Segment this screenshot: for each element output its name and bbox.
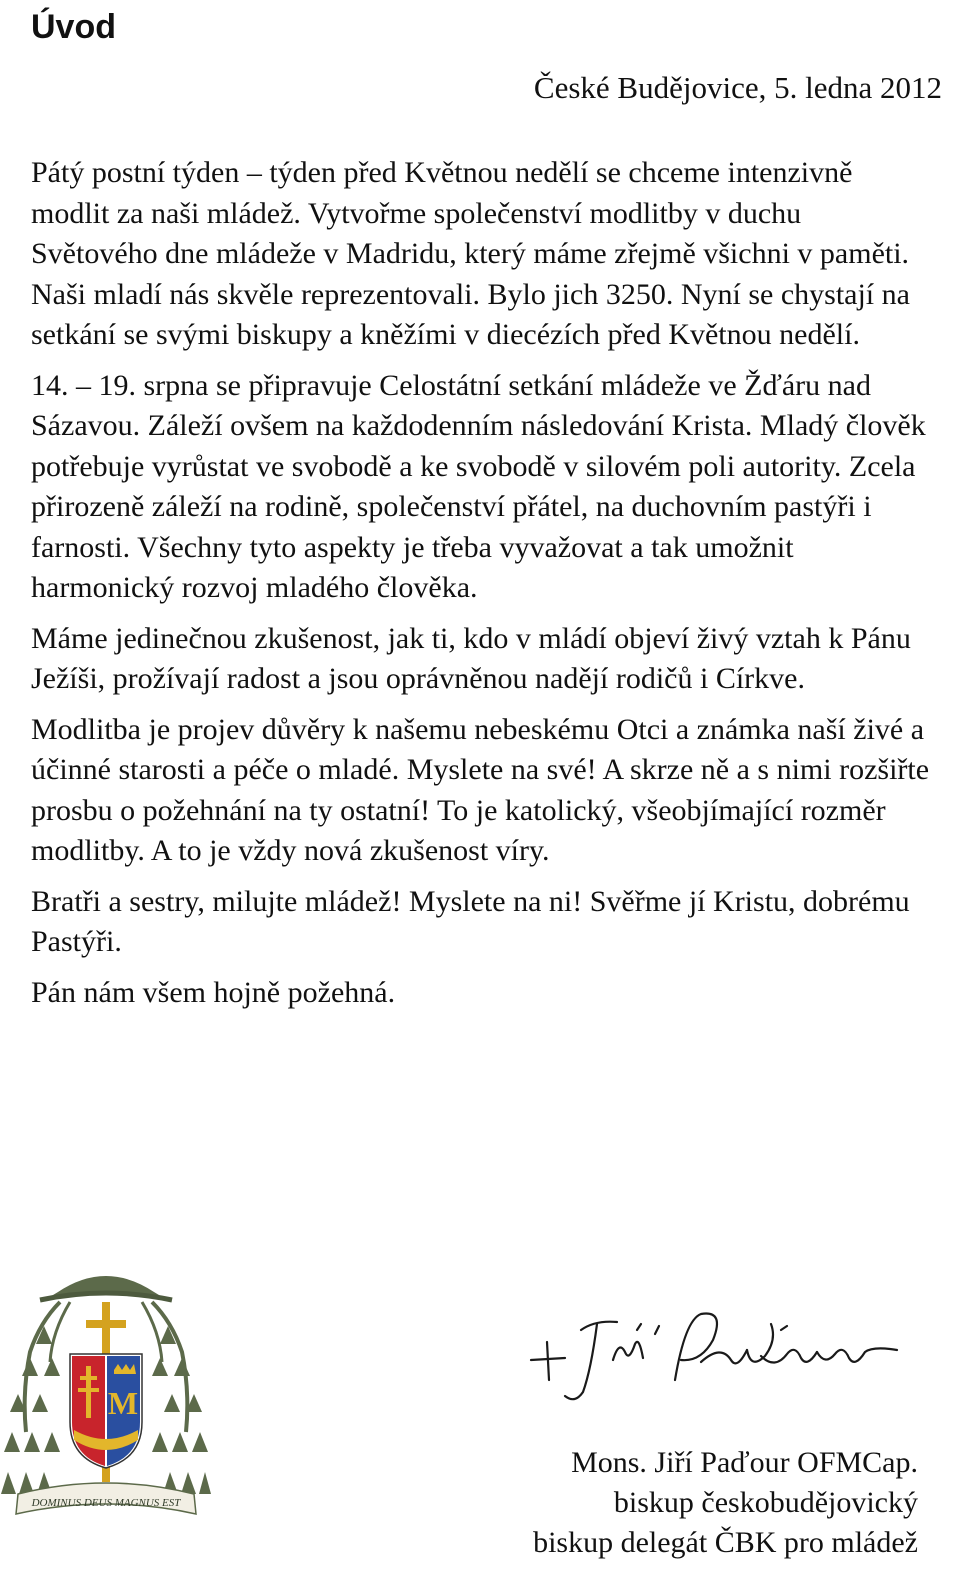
page-title: Úvod bbox=[31, 8, 116, 46]
paragraph: Bratři a sestry, milujte mládež! Myslete na ni! Svěřme jí Kristu, dobrému Pastýři. bbox=[31, 884, 910, 958]
coat-of-arms bbox=[0, 1262, 212, 1524]
paragraph: 14. – 19. srpna se připravuje Celostátní setkání mládeže ve Žďáru nad Sázavou. Záleží ovšem na každodenním následování Krista. Mladý člověk potřebuje vyrůstat ve svobodě a ke svobodě v silovém poli autority. Zcela přirozeně záleží na rodině, společenství přátel, na duchovním pastýři i farnosti. Všechny tyto aspekty je třeba vyvažovat a tak umožnit harmonický rozvoj mladého člověka. bbox=[31, 368, 926, 604]
paragraph: Pán nám všem hojně požehná. bbox=[31, 975, 396, 1009]
signer-name: Mons. Jiří Paďour OFMCap. bbox=[571, 1446, 918, 1479]
signature-block bbox=[533, 1443, 918, 1563]
signer-title: biskup českobudějovický bbox=[613, 1486, 918, 1519]
letter-body bbox=[31, 153, 931, 1023]
paragraph: Máme jedinečnou zkušenost, jak ti, kdo v mládí objeví živý vztah k Pánu Ježíši, prožívají radost a jsou oprávněnou nadějí rodičů i Církve. bbox=[31, 621, 911, 695]
signer-role: biskup delegát ČBK pro mládež bbox=[533, 1526, 918, 1559]
dateline: České Budějovice, 5. ledna 2012 bbox=[533, 70, 942, 105]
paragraph: Pátý postní týden – týden před Květnou nedělí se chceme intenzivně modlit za naši mládež. Vytvořme společenství modlitby v duchu Světového dne mládeže v Madridu, který máme zřejmě všichni v paměti. Naši mladí nás skvěle reprezentovali. Bylo jich 3250. Nyní se chystají na setkání se svými biskupy a kněžími v diecézích před Květnou nedělí. bbox=[31, 156, 910, 351]
svg-text:M: M bbox=[107, 1385, 139, 1421]
handwritten-signature bbox=[525, 1300, 905, 1410]
motto-text: DOMINUS DEUS MAGNUS EST bbox=[31, 1497, 181, 1509]
paragraph: Modlitba je projev důvěry k našemu nebeskému Otci a známka naší živé a účinné starosti a péče o mladé. Myslete na své! A skrze ně a s nimi rozšiřte prosbu o požehnání na ty ostatní! To je katolický, všeobjímající rozměr modlitby. A to je vždy nová zkušenost víry. bbox=[31, 712, 930, 867]
